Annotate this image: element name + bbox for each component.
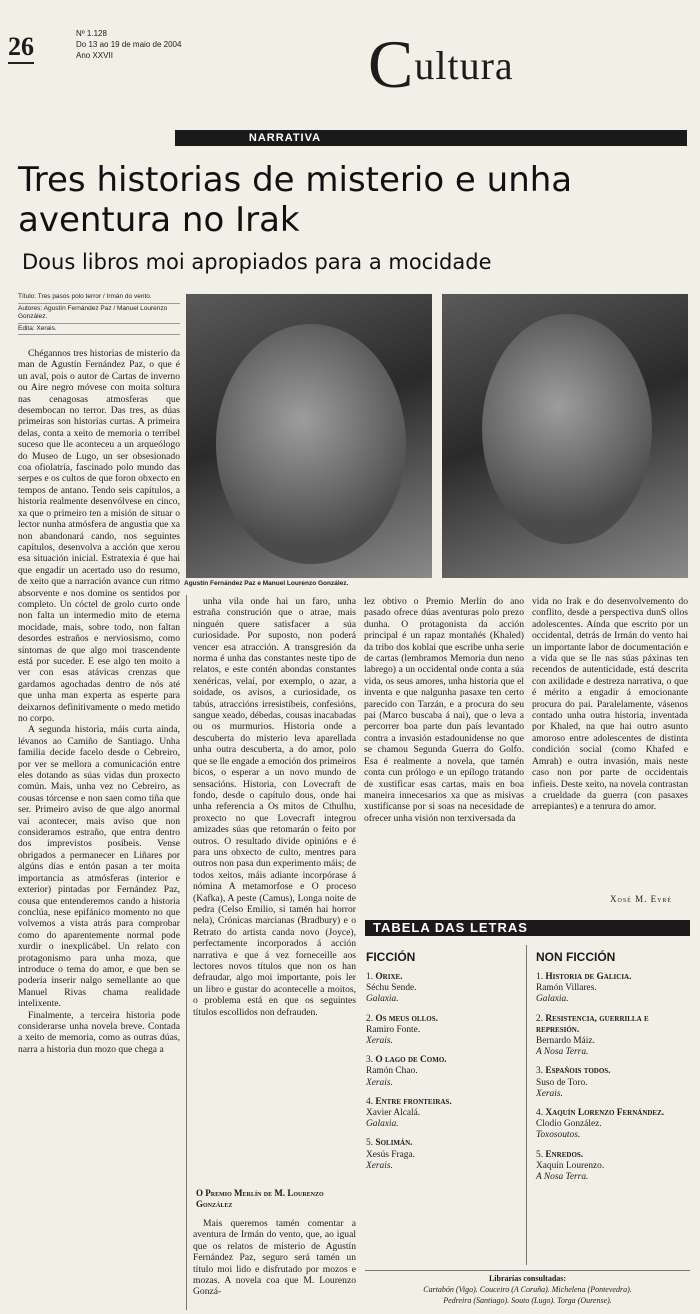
section-rest: ultura	[414, 43, 514, 88]
rank: 1.	[536, 972, 544, 982]
book-title: Resistencia, guerrilla e represión.	[536, 1013, 649, 1035]
book-author: Suso de Toro.	[536, 1077, 588, 1088]
bookstores-line-1: Cartabón (Vigo). Couceiro (A Coruña). Michelena (Pontevedra).	[423, 1285, 632, 1294]
book-publisher: A Nosa Terra.	[536, 1172, 589, 1183]
list-item	[536, 1066, 688, 1100]
book-author: Xavier Alcalá.	[366, 1108, 421, 1119]
list-item	[366, 1014, 521, 1048]
paragraph: unha vila onde hai un faro, unha estraña construción que o atrae, mais ninguén quere satisfacer a súa curiosidade. Por suposto, non poderá vencer esa atracción. A transgresión da norma é unha das constantes neste tipo de relatos, e este contén abondas constantes xenéricas, velaí, por exemplo, o azar, a soidade, os avisos, a curiosidade, os tabús, atraccións irresistíbeis, confesións, sangue xeado, débedas, cousas inacabadas ou os murmurios. Historia onde a descuberta do misterio leva aparellada unha outra descuberta, a do amor, polo que se lle engade a emoción dos primeiros bicos, o esperar a un novo mundo de sensacións. Historia, con Lovecraft de fondo, desde o capítulo dous, onde hai unha referencia a Os mitos de Cthulhu, proxecto no que Lovecraft integrou amizades súas que retomarán o feito por outros. O resultado divide opinións e é para uns obxecto de culto, mentres para outros non pasa dun experimento máis; de todos xeitos, máis adiante incorpórase á nómina A metamorfose e O proceso (Kafka), A peste (Camus), Longa noite de pedra (Celso Emilio, si tamén hai horror nela), Crónicas marcianas (Bradbury) e o Retrato do artista canda novo (Joyce), perfectamente incorporados á acción narrativa e que á vez forneceille aos lectores novos títulos que non os han defraudar, algo moi importante, pois ler un libro e gustar do acontecelle a moitos, o problema está en que os seguintes títulos escollidos non defrauden.	[193, 596, 356, 1018]
headline: Tres historias de misterio e unha aventura no Irak	[18, 160, 573, 240]
book-title: Españois todos.	[545, 1066, 611, 1077]
issue-number: Nº 1.128	[76, 29, 107, 38]
book-publisher: A Nosa Terra.	[536, 1047, 589, 1058]
article-column-4	[532, 596, 688, 890]
book-author: Xaquín Lourenzo.	[536, 1160, 605, 1171]
book-publisher: Toxosoutos.	[536, 1130, 581, 1141]
book-author: Ramón Villares.	[536, 983, 597, 994]
premio-subhead: O Premio Merlín de M. Lourenzo González	[196, 1188, 324, 1209]
credit-title: Título: Tres pasos polo terror / Irmán do vento.	[18, 292, 180, 304]
book-publisher: Xerais.	[366, 1077, 393, 1088]
rank: 5.	[536, 1149, 544, 1160]
issue-info	[76, 28, 181, 61]
bookstores-line-2: Pedreira (Santiago). Souto (Lugo). Torga (Ourense).	[443, 1296, 612, 1305]
list-item	[366, 1055, 521, 1089]
list-item	[366, 1138, 521, 1172]
book-publisher: Xerais.	[366, 1036, 393, 1047]
article-column-1	[18, 348, 180, 1310]
book-publisher: Galaxia.	[366, 1119, 399, 1130]
issue-year: Ano XXVII	[76, 51, 113, 60]
book-publisher: Xerais.	[536, 1088, 563, 1099]
list-item	[536, 1150, 688, 1184]
page-number: 26	[8, 32, 34, 64]
list-item	[536, 972, 688, 1006]
section-initial: C	[368, 26, 415, 102]
book-author: Ramón Chao.	[366, 1066, 418, 1077]
photo-caption: Agustín Fernández Paz e Manuel Lourenzo González.	[184, 580, 349, 587]
paragraph: Finalmente, a terceira historia pode considerarse unha novela breve. Contada a xeito de memoria, como as outras dúas, narra a historia dun mozo que chega a	[18, 1009, 180, 1055]
book-author: Ramiro Fonte.	[366, 1024, 421, 1035]
article-column-3	[364, 596, 524, 914]
rank: 2.	[536, 1013, 544, 1024]
book-publisher: Galaxia.	[536, 994, 569, 1005]
book-publisher: Xerais.	[366, 1160, 393, 1171]
book-title: Historia de Galicia.	[545, 972, 632, 982]
bookstores-title: Librarías consultadas:	[488, 1274, 567, 1283]
non-ficcion-heading: NON FICCIÓN	[536, 950, 616, 964]
column-rule	[186, 595, 187, 1310]
portrait-face	[216, 324, 406, 564]
ficcion-heading: FICCIÓN	[366, 950, 416, 964]
book-credits	[18, 292, 180, 335]
book-title: Orixe.	[375, 972, 403, 982]
portrait-face	[482, 314, 652, 544]
paragraph: Mais queremos tamén comentar a aventura de Irmán do vento, que, ao igual que os relatos de misterio de Agustín Fernández Paz, seguro será tamén un título moi lido e disfrutado por mozos e mozas. A novela coa que M. Lourenzo Gonzá-	[193, 1218, 356, 1298]
tabela-header: TABELA DAS LETRAS	[365, 920, 690, 936]
book-title: Os meus ollos.	[375, 1013, 438, 1024]
book-title: Solimán.	[375, 1138, 413, 1149]
book-title: Entre fronteiras.	[375, 1096, 452, 1107]
book-author: Séchu Sende.	[366, 983, 417, 994]
rank: 4.	[536, 1108, 544, 1119]
tabela-divider	[526, 945, 527, 1265]
article-column-2b	[193, 1218, 356, 1310]
kicker: NARRATIVA	[248, 132, 322, 144]
paragraph: Chégannos tres historias de misterio da man de Agustín Fernández Paz, o que é un aval, pois o autor de Cartas de inverno ou Aire negro móvese con moita soltura nas cenagosas atmosferas que desembocan no terror. Das tres, as dúas primeiras son historias curtas. A primeira delas, conta a xeito de memoria o terríbel suceso que lle aconteceu a un arqueólogo do Museo de Lugo, un ser obsesionado coa ofiolatría, fascinado polo mundo das serpes e os cultos de que foron obxecto en tempos de antano. Tendo seis capítulos, a historia realmente desenvólvese en cinco, xa que o primeiro ten a misión de situar o lector nunha atmósfera de angustia que xa non abandonará cando, nos seguintes capítulos, desenvolva a acción que xerou esa situación inicial. Estratexia é que hai que engadir un acertado uso do resumo, de xeito que a narración avance cun ritmo absorvente e nos domine os sentidos por completo. Un cóctel de grolo curto onde non falta un intermedio mito de eterna mocidade, mais, sobre todo, non faltan desordes estraños e nerviosismo, como síntomas de que algo moi trascendente está por suceder. E ese algo ten moito a ver con esas atávicas crenzas que gardamos agochadas dentro de nós até que unha man experta as esperte para deixarnos definitivamente o medo metido no corpo.	[18, 348, 180, 724]
list-item	[366, 972, 521, 1006]
byline: Xosé M. Eyré	[610, 894, 673, 904]
author-photo-left	[186, 294, 432, 578]
ficcion-list	[366, 950, 521, 1180]
paragraph: vida no Irak e do desenvolvemento do conflito, desde a perspectiva dunS ollos adolescentes. Aínda que escrito por un occidental, detrás de Irmán do vento hai un importante labor de documentación e a vida que se lle nas súas páxinas ten recendos de autenticidade, está descrita con axilidade e destreza narrativa, o que é mérito a engadir á emocionante procura do pai. Paralelamente, vásenos contado unha outra historia, inventada por Khaled, na que hai outro asunto amoroso entre adolescentes de distinta condición social (como Khafed e Amrah) e outra invasión, mais neste caso non por parte de occidentais infieis. Deste xeito, na novela contrastan a crueldade da guerra (con pasaxes arrepiantes) e a tenrura do amor.	[532, 596, 688, 813]
book-author: Bernardo Máiz.	[536, 1036, 595, 1047]
book-author: Xesús Fraga.	[366, 1149, 415, 1160]
rank: 3.	[366, 1055, 374, 1066]
rank: 2.	[366, 1013, 374, 1024]
list-item	[536, 1014, 688, 1059]
rank: 1.	[366, 972, 374, 982]
list-item	[366, 1097, 521, 1131]
rank: 3.	[536, 1066, 544, 1077]
section-title	[368, 26, 514, 102]
subhead: Dous libros moi apropiados para a mocidade	[22, 250, 492, 274]
list-item	[536, 1108, 688, 1142]
non-ficcion-list	[536, 950, 688, 1191]
credit-publisher: Edita: Xerais.	[18, 324, 180, 336]
kicker-bar	[175, 130, 687, 146]
rank: 5.	[366, 1138, 374, 1149]
bookstores-consulted	[365, 1270, 690, 1306]
paragraph: lez obtivo o Premio Merlín do ano pasado ofrece dúas aventuras polo prezo dunha. O protagonista da acción principal é un rapaz montañés (Khaled) da tribo dos koblai que escribe unha serie de cartas (lembramos Memoria dun neno labrego) a un occidental onde conta a súa vida, os seus amores, unha historia que el inventa e que nalgunha pasaxe ten certo parecido con Tarzán, e a procura do seu pai (Marco buscaba á nai), que o leva a percorrer boa parte dun país levantado contra a invasión estadounidense no que se chamou Segunda Guerra do Golfo. Esa é realmente a novela, que tamén conta cun prólogo e un epílogo tratando de xustificar esas cartas, mais en boa maneira innecesarios xa que as misivas xustifícanse por si soas na necesidade de ofrecer unha visión non terxiversada da	[364, 596, 524, 824]
book-title: O lago de Como.	[375, 1055, 447, 1066]
book-title: Enredos.	[545, 1149, 584, 1160]
rank: 4.	[366, 1096, 374, 1107]
book-author: Clodio González.	[536, 1119, 602, 1130]
book-title: Xaquín Lorenzo Fernández.	[545, 1108, 665, 1119]
credit-authors: Autores: Agustín Fernández Paz / Manuel Lourenzo González.	[18, 304, 180, 324]
paragraph: A segunda historia, máis curta aínda, lévanos ao Camiño de Santiago. Unha familia decide facelo desde o Cebreiro, por ver se mellora a comunicación entre eles dotando as súas vidas dun proxecto común. Mais, unha vez no Cebreiro, as cousas tórcense e non saen como tiña que ser. Primeiro aviso de que algo anormal vai acontecer, mais aviso que non consideramos estraño, que entra dentro dos imprevistos posíbeis. Vense obrigados a permanecer en Liñares por algúns días e entón pasan a ter moita importancia as atmósferas (interior e exterior) pintadas por Fernández Paz, cousa que entenderemos cando a historia conclúa, nese epifánico momento no que volvemos a vista atrás para comprobar como do aparentemente normal pode xurdir o inexplicábel. Un relato con protagonismo para unha moza, que introduce o tema do amor, e que ben se podería inserir nalgo semellante ao que Manuel Rivas chama realidade intelixente.	[18, 724, 180, 1010]
author-photo-right	[442, 294, 688, 578]
issue-dates: Do 13 ao 19 de maio de 2004	[76, 40, 182, 49]
book-publisher: Galaxia.	[366, 994, 399, 1005]
article-column-2	[193, 596, 356, 1182]
